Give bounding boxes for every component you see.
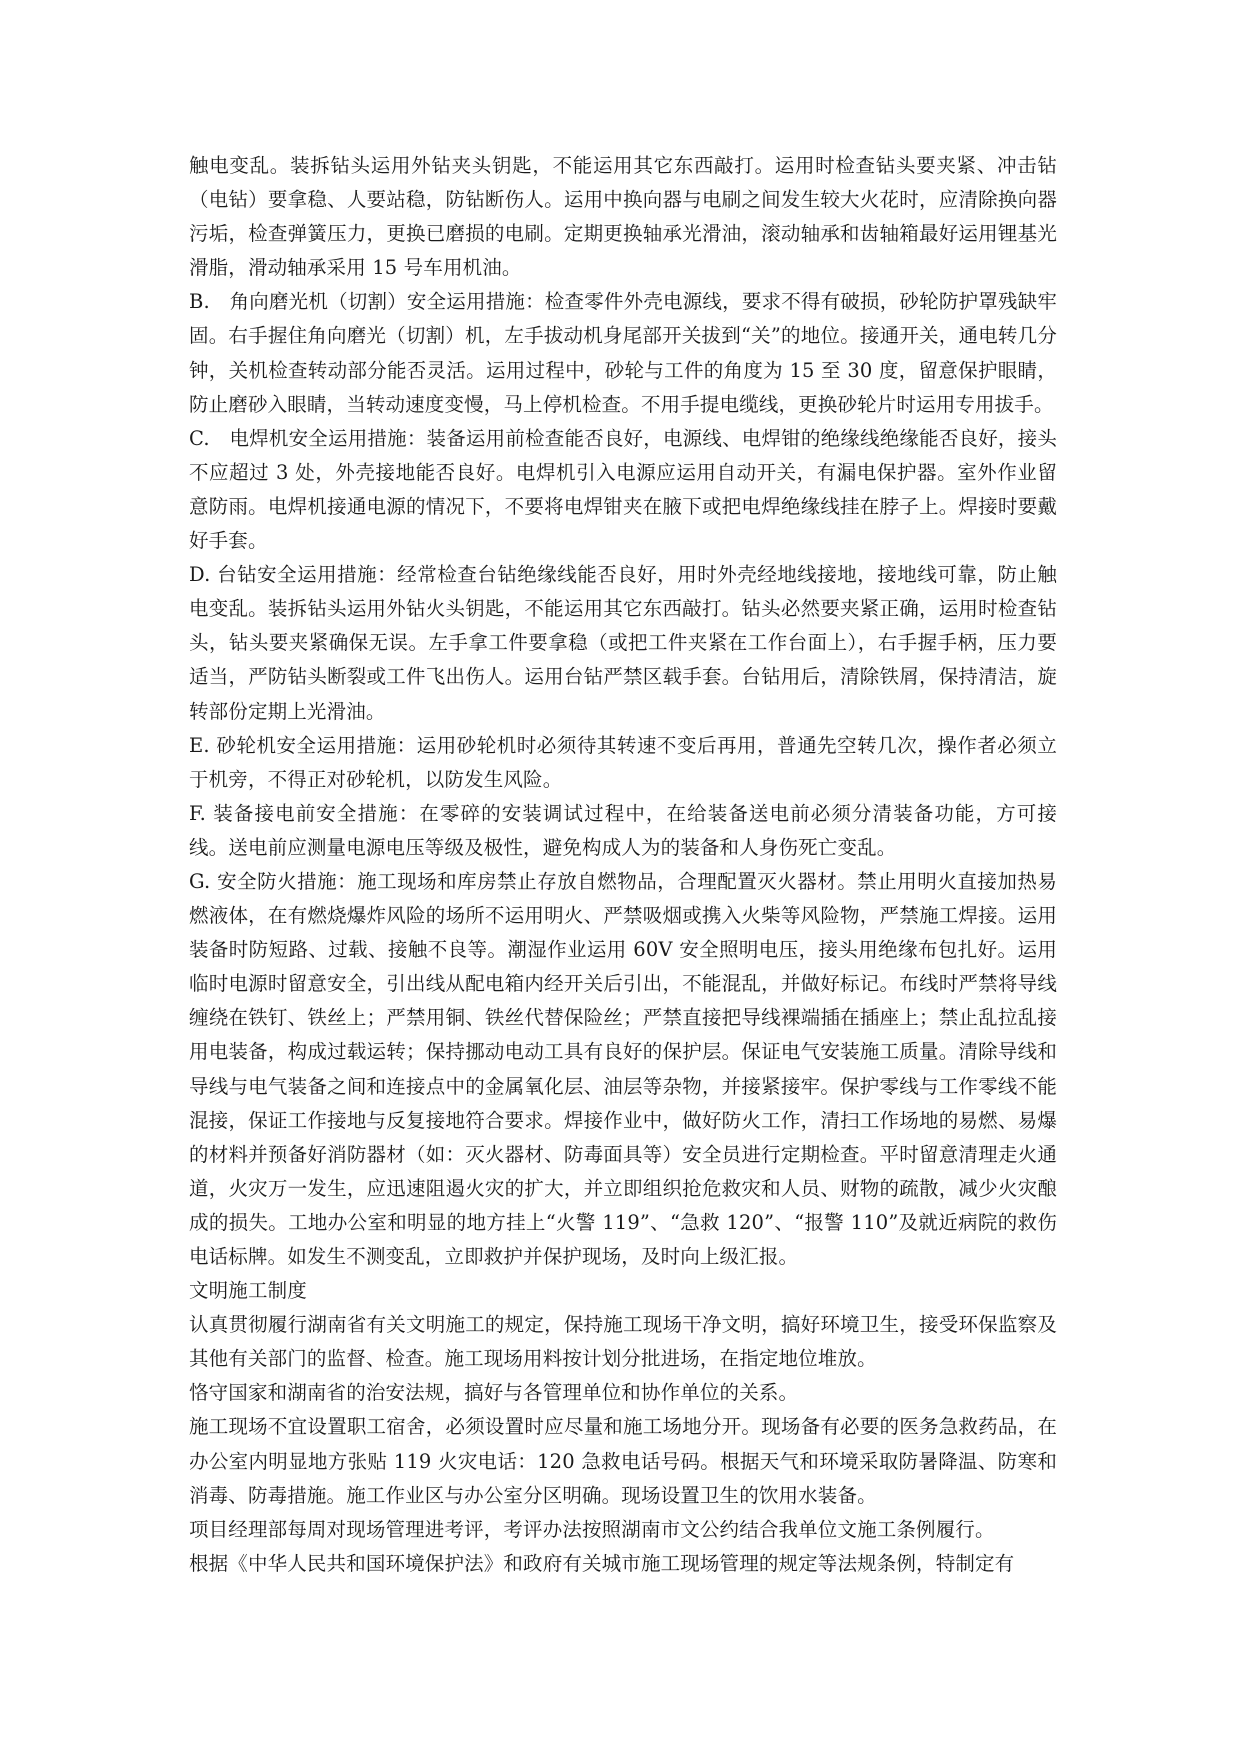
- paragraph-civilized-regulations: 认真贯彻履行湖南省有关文明施工的规定，保持施工现场干净文明，搞好环境卫生，接受环保监察及其他有关部门的监督、检查。施工现场用料按计划分批进场，在指定地位堆放。: [189, 1313, 1057, 1371]
- paragraph-welder-safety: C. 电焊机安全运用措施：装备运用前检查能否良好，电源线、电焊钳的绝缘线绝缘能否良好，接头不应超过 3 处，外壳接地能否良好。电焊机引入电源应运用自动开关，有漏电保护器。室外作业留意防雨。电焊机接通电源的情况下，不要将电焊钳夹在腋下或把电焊绝缘线挂在脖子上。焊接时要戴好手套。: [189, 426, 1057, 553]
- paragraph-fire-prevention: G. 安全防火措施：施工现场和库房禁止存放自燃物品，合理配置灭火器材。禁止用明火直接加热易燃液体，在有燃烧爆炸风险的场所不运用明火、严禁吸烟或携入火柴等风险物，严禁施工焊接。运用装备时防短路、过载、接触不良等。潮湿作业运用 60V 安全照明电压，接头用绝缘布包扎好。运用临时电源时留意安全，引出线从配电箱内经开关后引出，不能混乱，并做好标记。布线时严禁将导线缠绕在铁钉、铁丝上；严禁用铜、铁丝代替保险丝；严禁直接把导线裸端插在插座上；禁止乱拉乱接用电装备，构成过载运转；保持挪动电动工具有良好的保护层。保证电气安装施工质量。清除导线和导线与电气装备之间和连接点中的金属氧化层、油层等杂物，并接紧接牢。保护零线与工作零线不能混接，保证工作接地与反复接地符合要求。焊接作业中，做好防火工作，清扫工作场地的易燃、易爆的材料并预备好消防器材（如：灭火器材、防毒面具等）安全员进行定期检查。平时留意清理走火通道，火灾万一发生，应迅速阻遏火灾的扩大，并立即组织抢危救灾和人员、财物的疏散，减少火灾酿成的损失。工地办公室和明显的地方挂上“火警 119”、“急救 120”、“报警 110”及就近病院的救伤电话标牌。如发生不测变乱，立即救护并保护现场，及时向上级汇报。: [189, 869, 1057, 1268]
- paragraph-weekly-assessment: 项目经理部每周对现场管理进考评，考评办法按照湖南市文公约结合我单位文施工条例履行。: [189, 1517, 995, 1541]
- paragraph-drill-safety-continued: 触电变乱。装拆钻头运用外钻夹头钥匙，不能运用其它东西敲打。运用时检查钻头要夹紧、冲击钻（电钻）要拿稳、人要站稳，防钻断伤人。运用中换向器与电刷之间发生较大火花时，应清除换向器污垢，检查弹簧压力，更换已磨损的电刷。定期更换轴承光滑油，滚动轴承和齿轴箱最好运用锂基光滑脂，滑动轴承采用 15 号车用机油。: [189, 154, 1057, 280]
- paragraph-grinding-wheel-safety: E. 砂轮机安全运用措施：运用砂轮机时必须待其转速不变后再用，普通先空转几次，操作者必须立于机旁，不得正对砂轮机，以防发生风险。: [189, 733, 1057, 791]
- paragraph-power-connection-safety: F. 装备接电前安全措施：在零碎的安装调试过程中，在给装备送电前必须分清装备功能，方可接线。送电前应测量电源电压等级及极性，避免构成人为的装备和人身伤死亡变乱。: [189, 801, 1057, 859]
- document-body: [189, 149, 1057, 1581]
- paragraph-dormitory-and-medical: 施工现场不宜设置职工宿舍，必须设置时应尽量和施工场地分开。现场备有必要的医务急救药品，在办公室内明显地方张贴 119 火灾电话：120 急救电话号码。根据天气和环境采取防暑降温、防寒和消毒、防毒措施。施工作业区与办公室分区明确。现场设置卫生的饮用水装备。: [189, 1415, 1057, 1507]
- paragraph-environmental-law: 根据《中华人民共和国环境保护法》和政府有关城市施工现场管理的规定等法规条例，特制定有: [189, 1551, 1015, 1575]
- paragraph-public-security: 恪守国家和湖南省的治安法规，搞好与各管理单位和协作单位的关系。: [189, 1381, 799, 1405]
- paragraph-angle-grinder-safety: B. 角向磨光机（切割）安全运用措施：检查零件外壳电源线，要求不得有破损，砂轮防护罩残缺牢固。右手握住角向磨光（切割）机，左手拔动机身尾部开关拔到“关”的地位。接通开关，通电转几分钟，关机检查转动部分能否灵活。运用过程中，砂轮与工件的角度为 15 至 30 度，留意保护眼睛，防止磨砂入眼睛，当转动速度变慢，马上停机检查。不用手提电缆线，更换砂轮片时运用专用拔手。: [189, 290, 1057, 416]
- paragraph-bench-drill-safety: D. 台钻安全运用措施：经常检查台钻绝缘线能否良好，用时外壳经地线接地，接地线可靠，防止触电变乱。装拆钻头运用外钻火头钥匙，不能运用其它东西敲打。钻头必然要夹紧正确，运用时检查钻头，钻头要夹紧确保无误。左手拿工件要拿稳（或把工件夹紧在工作台面上），右手握手柄，压力要适当，严防钻头断裂或工件飞出伤人。运用台钻严禁区载手套。台钻用后，清除铁屑，保持清洁，旋转部份定期上光滑油。: [189, 563, 1057, 723]
- section-heading-civilized-construction: 文明施工制度: [189, 1279, 307, 1303]
